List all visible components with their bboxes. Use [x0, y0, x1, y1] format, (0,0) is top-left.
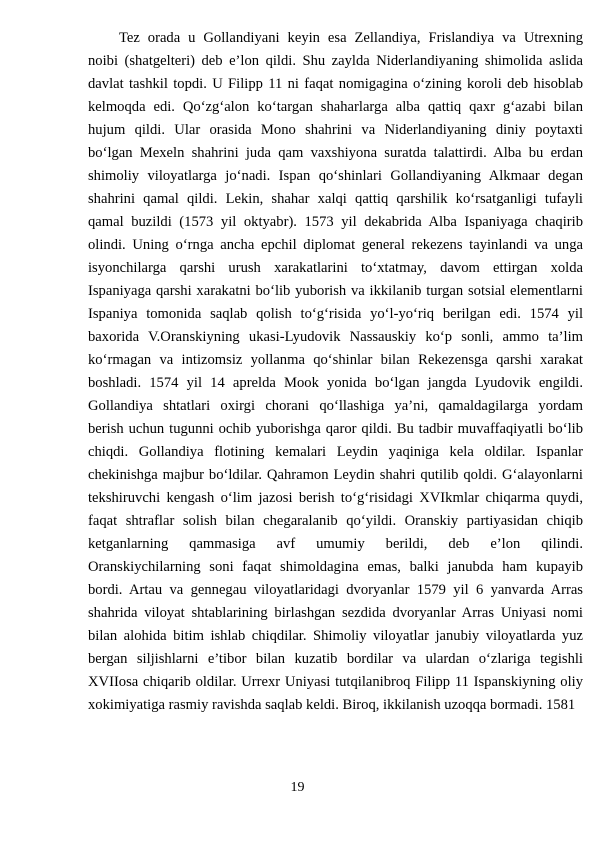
paragraph-line: noibi (shatgelteri) deb e’lon qildi. Shu zaylda Niderlandiyaning shimolida aslida [88, 53, 583, 69]
paragraph-line: Gollandiya shtatlari oxirgi chorani qo‘llashiga ya’ni, qamaldagilarga yordam [88, 398, 583, 414]
paragraph-line: chekinishga majbur bo‘ldilar. Qahramon Leydin shahri qutilib qoldi. G‘alayonlarni [88, 467, 583, 483]
paragraph-line: ko‘rmagan va intizomsiz yollanma qo‘shinlar bilan Rekezensga qarshi xarakat [88, 352, 583, 368]
paragraph-line: faqat shtraflar solish bilan chegaralanib qo‘yildi. Oranskiy partiyasidan chiqib [88, 513, 583, 529]
paragraph-line: bergan siljishlarni e’tibor bilan kuzatib bordilar va ulardan o‘zlariga tegishli [88, 651, 583, 667]
paragraph-line: bo‘lgan Mexeln shahrini juda qam vaxshiyona suratda talattirdi. Alba bu erdan [88, 145, 583, 161]
paragraph-line: chiqdi. Gollandiya flotining kemalari Leydin yaqiniga kela oldilar. Ispanlar [88, 444, 583, 460]
paragraph-line: boshladi. 1574 yil 14 aprelda Mook yonida bo‘lgan jangda Lyudovik engildi. [88, 375, 583, 391]
paragraph-line: bordi. Artau va gennegau viloyatlaridagi dvoryanlar 1579 yil 6 yanvarda Arras [88, 582, 583, 598]
paragraph-line: shahrini qamal qildi. Lekin, shahar xalqi qattiq qarshilik ko‘rsatganligi tufayli [88, 191, 583, 207]
paragraph-line: tekshiruvchi kengash o‘lim jazosi berish to‘g‘risidagi XVIkmlar chiqarma quydi, [88, 490, 583, 506]
paragraph-line: bilan alohida bitim ishlab chiqdilar. Shimoliy viloyatlar janubiy viloyatlarda yuz [88, 628, 583, 644]
paragraph-line: Ispaniya tomonida saqlab qolish to‘g‘risida yo‘l-yo‘riq berilgan edi. 1574 yil [88, 306, 583, 322]
paragraph-line: baxorida V.Oranskiyning ukasi-Lyudovik Nassauskiy ko‘p sonli, ammo ta’lim [88, 329, 583, 345]
paragraph-line: berish uchun tugunni ochib yuborishga qaror qildi. Bu tadbir muvaffaqiyatli bo‘lib [88, 421, 583, 437]
paragraph-line: Oranskiychilarning soni faqat shimoldagina emas, balki janubda ham kupayib [88, 559, 583, 575]
paragraph-line: ketganlarning qammasiga avf umumiy berildi, deb e’lon qilindi. [88, 536, 583, 552]
paragraph-line: Tez orada u Gollandiyani keyin esa Zellandiya, Frislandiya va Utrexning [119, 30, 583, 46]
paragraph-line: shahrida viloyat shtablarining birlashgan sezdida dvoryanlar Arras Uniyasi nomi [88, 605, 583, 621]
paragraph-line: kelmoqda edi. Qo‘zg‘alon ko‘targan shaharlarga alba qattiq qaxr g‘azabi bilan [88, 99, 583, 115]
paragraph-line: shimoliy viloyatlarga jo‘nadi. Ispan qo‘shinlari Gollandiyaning Alkmaar degan [88, 168, 583, 184]
page-number: 19 [290, 780, 305, 795]
paragraph-line: Ispaniyaga qarshi xarakatni bo‘lib yuborish va ikkilanib turgan sotsial elementlarni [88, 283, 583, 299]
paragraph-line: olindi. Uning o‘rnga ancha epchil diplomat general rekezens tayinlandi va unga [88, 237, 583, 253]
paragraph-line: hujum qildi. Ular orasida Mono shahrini va Niderlandiyaning diniy poytaxti [88, 122, 583, 138]
paragraph-line: isyonchilarga qarshi urush xarakatlarini to‘xtatmay, davom ettirgan xolda [88, 260, 583, 276]
paragraph-line: XVIIosa chiqarib oldilar. Urrexr Uniyasi tutqilanibroq Filipp 11 Ispanskiyning oliy [88, 674, 583, 690]
paragraph-line: qamal buzildi (1573 yil oktyabr). 1573 yil dekabrida Alba Ispaniyaga chaqirib [88, 214, 583, 230]
paragraph-line: davlat tashkil topdi. U Filipp 11 ni faqat nomigagina o‘zining koroli deb hisoblab [88, 76, 583, 92]
paragraph-line: xokimiyatiga rasmiy ravishda saqlab keldi. Biroq, ikkilanish uzoqqa bormadi. 1581 [88, 697, 576, 713]
